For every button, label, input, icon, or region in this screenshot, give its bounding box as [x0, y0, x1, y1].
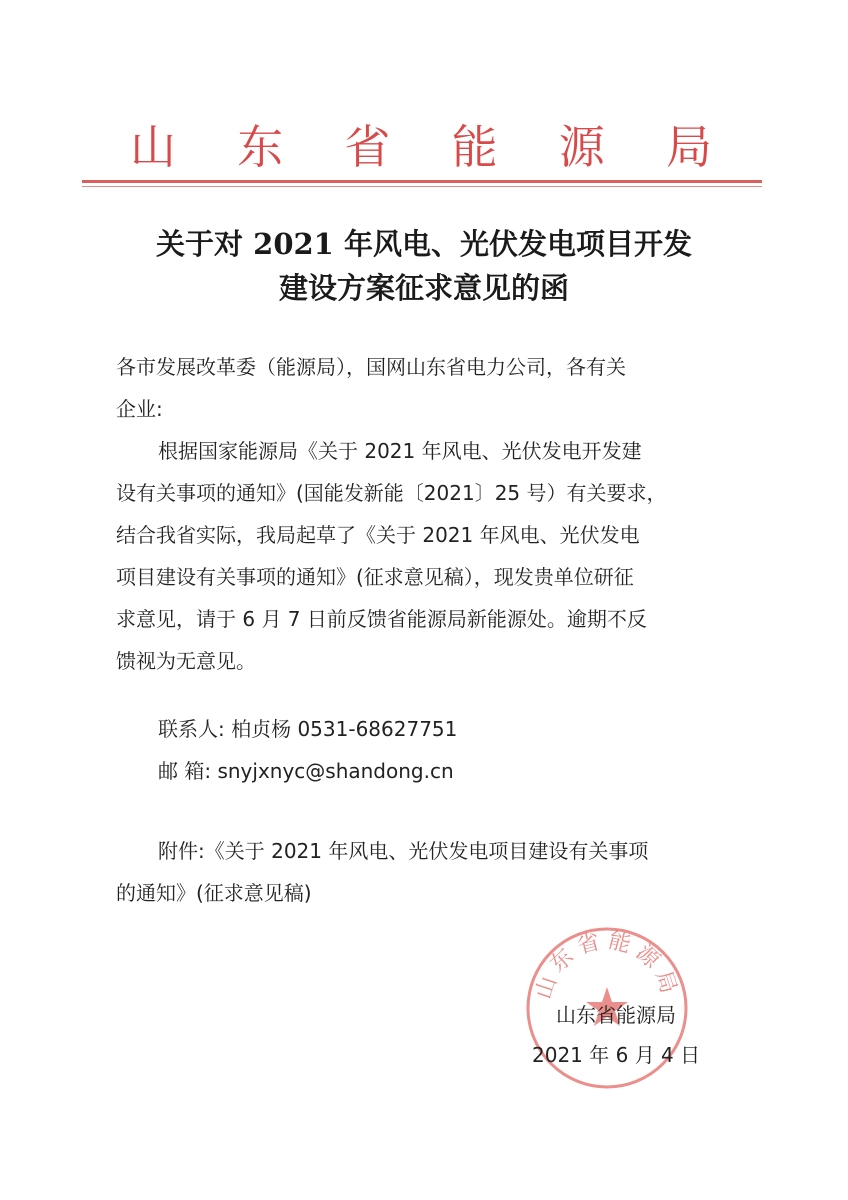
letterhead-rule-thin [82, 186, 762, 187]
letterhead-char: 省 [344, 120, 391, 174]
letterhead-rule-thick [82, 180, 762, 183]
svg-text:山东省能源局: 山东省能源局 [531, 928, 683, 1003]
body-paragraph-line: 根据国家能源局《关于 2021 年风电、光伏发电开发建 [158, 439, 642, 463]
letterhead-title [80, 112, 762, 182]
body-paragraph-line: 馈视为无意见。 [116, 649, 256, 673]
addressee-line-2: 企业: [116, 397, 163, 421]
document-title-line-1: 关于对 2021 年风电、光伏发电项目开发 [156, 227, 692, 261]
signature-organization: 山东省能源局 [556, 1003, 676, 1027]
addressee-line-1: 各市发展改革委（能源局），国网山东省电力公司，各有关 [116, 355, 626, 379]
attachment-line-1: 附件:《关于 2021 年风电、光伏发电项目建设有关事项 [158, 839, 649, 863]
body-paragraph-line: 设有关事项的通知》(国能发新能〔2021〕25 号）有关要求， [116, 481, 667, 505]
contact-email: 邮 箱: snyjxnyc@shandong.cn [158, 759, 454, 783]
body-paragraph-line: 求意见，请于 6 月 7 日前反馈省能源局新能源处。逾期不反 [116, 607, 647, 631]
letterhead-char: 能 [451, 120, 498, 174]
contact-person: 联系人: 柏贞杨 0531-68627751 [158, 717, 458, 741]
letterhead-char: 山 [130, 120, 176, 174]
signature-date: 2021 年 6 月 4 日 [532, 1043, 701, 1067]
letterhead-char: 东 [237, 120, 284, 174]
attachment-line-2: 的通知》(征求意见稿) [116, 881, 312, 905]
body-paragraph-line: 项目建设有关事项的通知》(征求意见稿），现发贵单位研征 [116, 565, 634, 589]
body-paragraph-line: 结合我省实际，我局起草了《关于 2021 年风电、光伏发电 [116, 523, 640, 547]
document-title-line-2: 建设方案征求意见的函 [278, 271, 569, 305]
letterhead-char: 源 [558, 120, 605, 174]
letterhead-char: 局 [665, 120, 712, 174]
